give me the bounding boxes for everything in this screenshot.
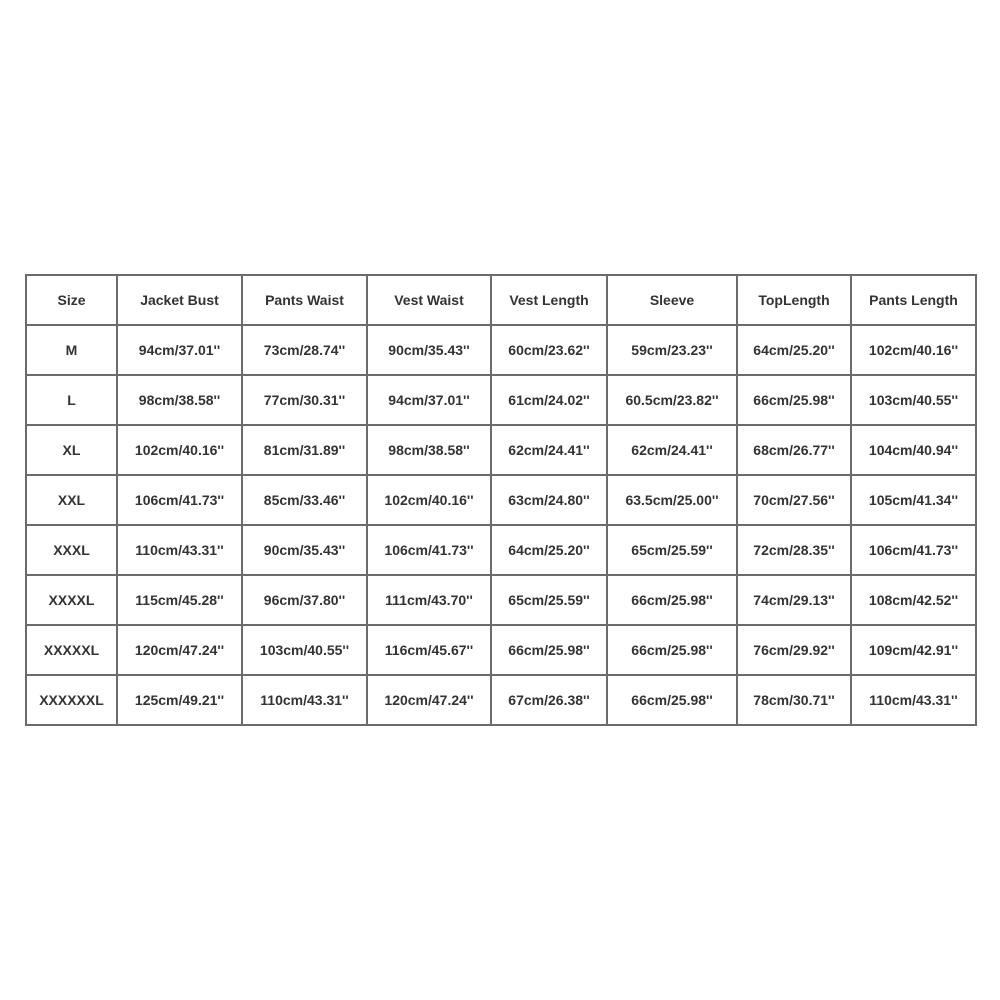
top-length-cell: 76cm/29.92'' [737, 625, 851, 675]
vest-length-cell: 67cm/26.38'' [491, 675, 607, 725]
table-row [26, 375, 976, 425]
pants-length-cell: 109cm/42.91'' [851, 625, 976, 675]
pants-waist-cell: 90cm/35.43'' [242, 525, 367, 575]
header-size: Size [26, 275, 117, 325]
pants-length-cell: 102cm/40.16'' [851, 325, 976, 375]
top-length-cell: 66cm/25.98'' [737, 375, 851, 425]
vest-length-cell: 63cm/24.80'' [491, 475, 607, 525]
top-length-cell: 70cm/27.56'' [737, 475, 851, 525]
sleeve-cell: 63.5cm/25.00'' [607, 475, 737, 525]
header-vest-length: Vest Length [491, 275, 607, 325]
size-cell: M [26, 325, 117, 375]
pants-waist-cell: 103cm/40.55'' [242, 625, 367, 675]
header-pants-length: Pants Length [851, 275, 976, 325]
pants-length-cell: 103cm/40.55'' [851, 375, 976, 425]
table-row [26, 475, 976, 525]
size-cell: XXXXXXL [26, 675, 117, 725]
size-cell: XXXL [26, 525, 117, 575]
size-cell: L [26, 375, 117, 425]
size-cell: XL [26, 425, 117, 475]
jacket-bust-cell: 110cm/43.31'' [117, 525, 242, 575]
table-row [26, 575, 976, 625]
header-vest-waist: Vest Waist [367, 275, 491, 325]
sleeve-cell: 66cm/25.98'' [607, 625, 737, 675]
top-length-cell: 68cm/26.77'' [737, 425, 851, 475]
pants-length-cell: 106cm/41.73'' [851, 525, 976, 575]
header-jacket-bust: Jacket Bust [117, 275, 242, 325]
top-length-cell: 78cm/30.71'' [737, 675, 851, 725]
pants-waist-cell: 77cm/30.31'' [242, 375, 367, 425]
top-length-cell: 74cm/29.13'' [737, 575, 851, 625]
table-row [26, 525, 976, 575]
sleeve-cell: 62cm/24.41'' [607, 425, 737, 475]
size-cell: XXXXXL [26, 625, 117, 675]
table-row [26, 325, 976, 375]
sleeve-cell: 59cm/23.23'' [607, 325, 737, 375]
jacket-bust-cell: 94cm/37.01'' [117, 325, 242, 375]
table-row [26, 675, 976, 725]
vest-length-cell: 62cm/24.41'' [491, 425, 607, 475]
jacket-bust-cell: 115cm/45.28'' [117, 575, 242, 625]
size-cell: XXXXL [26, 575, 117, 625]
sleeve-cell: 60.5cm/23.82'' [607, 375, 737, 425]
top-length-cell: 64cm/25.20'' [737, 325, 851, 375]
top-length-cell: 72cm/28.35'' [737, 525, 851, 575]
pants-waist-cell: 110cm/43.31'' [242, 675, 367, 725]
vest-waist-cell: 98cm/38.58'' [367, 425, 491, 475]
size-cell: XXL [26, 475, 117, 525]
pants-length-cell: 108cm/42.52'' [851, 575, 976, 625]
pants-length-cell: 104cm/40.94'' [851, 425, 976, 475]
header-row [26, 275, 976, 325]
pants-waist-cell: 81cm/31.89'' [242, 425, 367, 475]
vest-waist-cell: 120cm/47.24'' [367, 675, 491, 725]
jacket-bust-cell: 102cm/40.16'' [117, 425, 242, 475]
vest-length-cell: 61cm/24.02'' [491, 375, 607, 425]
jacket-bust-cell: 106cm/41.73'' [117, 475, 242, 525]
jacket-bust-cell: 125cm/49.21'' [117, 675, 242, 725]
jacket-bust-cell: 120cm/47.24'' [117, 625, 242, 675]
vest-length-cell: 64cm/25.20'' [491, 525, 607, 575]
sleeve-cell: 66cm/25.98'' [607, 675, 737, 725]
header-pants-waist: Pants Waist [242, 275, 367, 325]
vest-waist-cell: 90cm/35.43'' [367, 325, 491, 375]
header-top-length: TopLength [737, 275, 851, 325]
vest-waist-cell: 111cm/43.70'' [367, 575, 491, 625]
sleeve-cell: 65cm/25.59'' [607, 525, 737, 575]
table-row [26, 625, 976, 675]
size-chart-table [25, 274, 977, 726]
vest-length-cell: 60cm/23.62'' [491, 325, 607, 375]
pants-waist-cell: 85cm/33.46'' [242, 475, 367, 525]
sleeve-cell: 66cm/25.98'' [607, 575, 737, 625]
vest-waist-cell: 102cm/40.16'' [367, 475, 491, 525]
jacket-bust-cell: 98cm/38.58'' [117, 375, 242, 425]
pants-waist-cell: 73cm/28.74'' [242, 325, 367, 375]
vest-waist-cell: 94cm/37.01'' [367, 375, 491, 425]
header-sleeve: Sleeve [607, 275, 737, 325]
table-row [26, 425, 976, 475]
pants-length-cell: 110cm/43.31'' [851, 675, 976, 725]
vest-waist-cell: 106cm/41.73'' [367, 525, 491, 575]
pants-length-cell: 105cm/41.34'' [851, 475, 976, 525]
pants-waist-cell: 96cm/37.80'' [242, 575, 367, 625]
vest-waist-cell: 116cm/45.67'' [367, 625, 491, 675]
vest-length-cell: 65cm/25.59'' [491, 575, 607, 625]
vest-length-cell: 66cm/25.98'' [491, 625, 607, 675]
